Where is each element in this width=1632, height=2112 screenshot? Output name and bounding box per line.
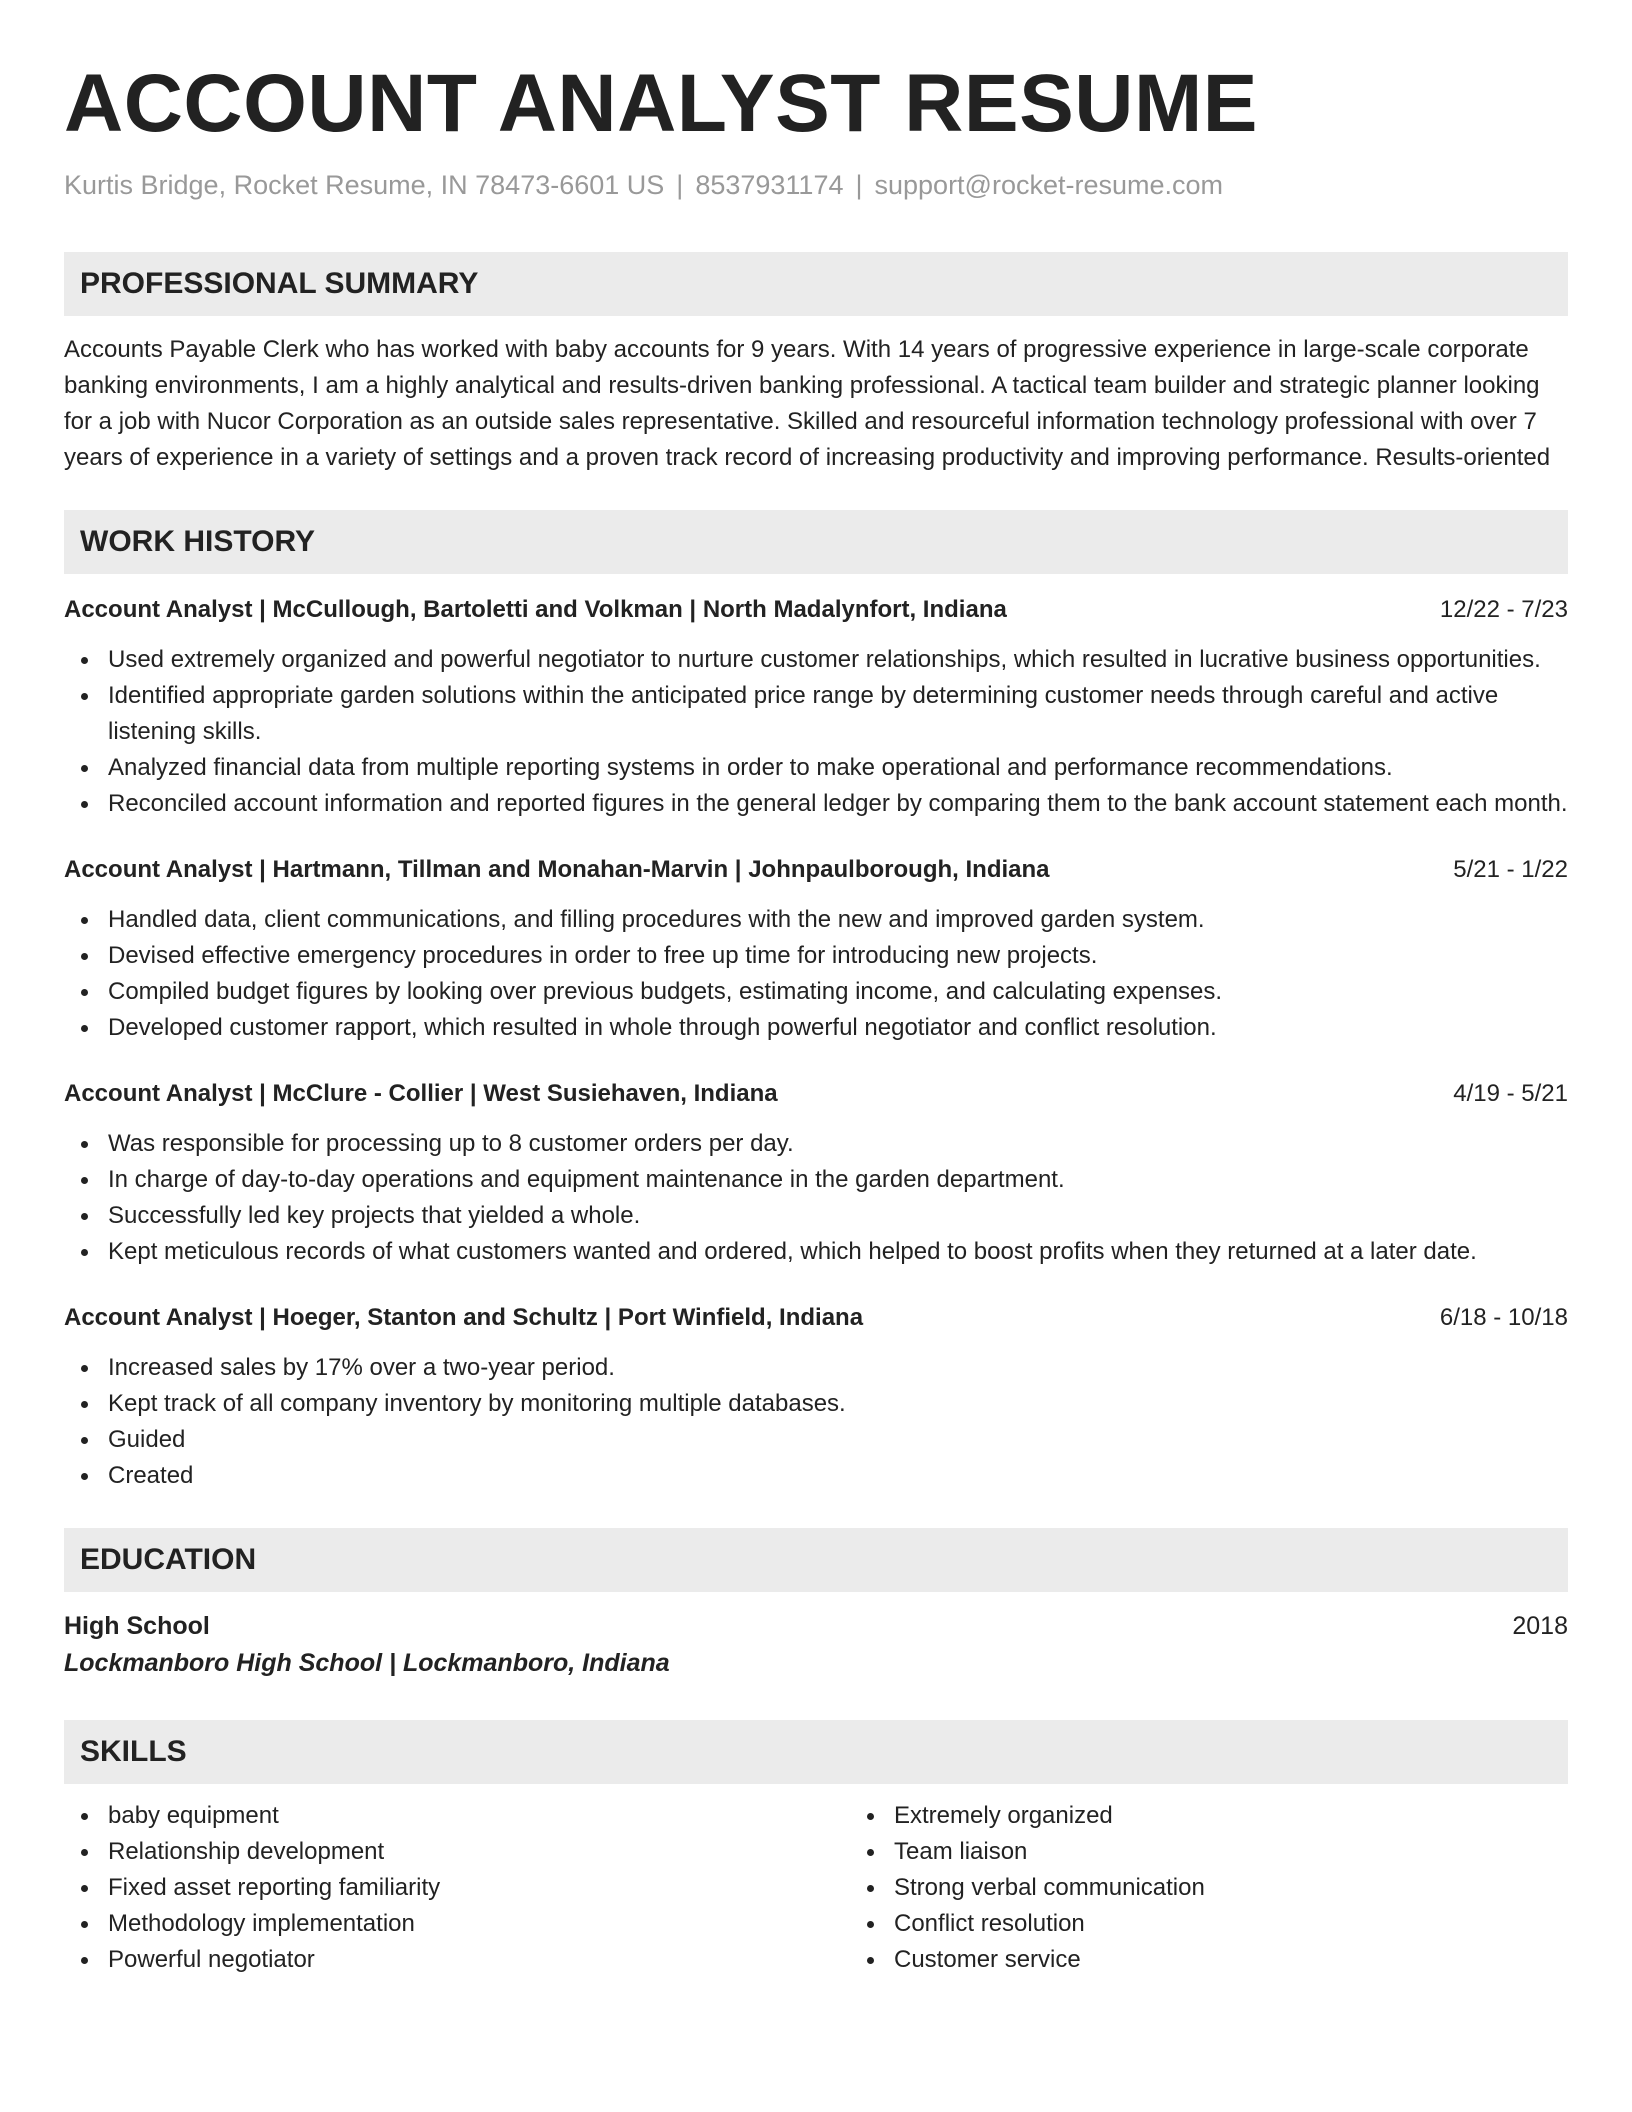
job-title: Account Analyst | McClure - Collier | West Susiehaven, Indiana [64,1080,778,1107]
section-heading-work-history: WORK HISTORY [64,510,1568,574]
education-degree: High School [64,1612,210,1640]
job-bullet: Kept track of all company inventory by monitoring multiple databases. [108,1386,1568,1422]
skills-columns [64,1798,1568,1978]
skill-item: Relationship development [108,1834,850,1870]
job-bullet: Successfully led key projects that yielded a whole. [108,1198,1568,1234]
job-bullet: Analyzed financial data from multiple reporting systems in order to make operational and performance recommendations. [108,750,1568,786]
education-school: Lockmanboro High School | Lockmanboro, Indiana [64,1649,670,1677]
skills-list-right [850,1798,1205,1978]
job-bullet: Kept meticulous records of what customers wanted and ordered, which helped to boost profits when they returned at a later date. [108,1234,1568,1270]
job-bullet: Guided [108,1422,1568,1458]
job-bullet: Reconciled account information and reported figures in the general ledger by comparing them to the bank account statement each month. [108,786,1568,822]
skills-list-left [64,1798,850,1978]
skill-item: Powerful negotiator [108,1942,850,1978]
contact-line [64,168,1568,202]
contact-separator: | [676,170,684,200]
job-bullets [64,1350,1568,1494]
skill-item: Strong verbal communication [894,1870,1205,1906]
job-entry [64,852,1568,1046]
section-heading-skills: SKILLS [64,1720,1568,1784]
job-bullets [64,1126,1568,1270]
job-dates: 4/19 - 5/21 [1453,1080,1568,1107]
education-entry [64,1608,1568,1644]
job-header [64,592,1568,628]
job-entry [64,1076,1568,1270]
section-heading-summary: PROFESSIONAL SUMMARY [64,252,1568,316]
job-bullet: Handled data, client communications, and filling procedures with the new and improved garden system. [108,902,1568,938]
job-bullet: Was responsible for processing up to 8 customer orders per day. [108,1126,1568,1162]
job-bullet: Developed customer rapport, which resulted in whole through powerful negotiator and conflict resolution. [108,1010,1568,1046]
job-bullet: Increased sales by 17% over a two-year period. [108,1350,1568,1386]
job-title: Account Analyst | Hartmann, Tillman and Monahan-Marvin | Johnpaulborough, Indiana [64,856,1050,883]
contact-email[interactable]: support@rocket-resume.com [874,170,1224,200]
summary-text: Accounts Payable Clerk who has worked with baby accounts for 9 years. With 14 years of progressive experience in large-scale corporate banking environments, I am a highly analytical and results-driven banking professional. A tactical team builder and strategic planner looking for a job with Nucor Corporation as an outside sales representative. Skilled and resourceful information technology professional with over 7 years of experience in a variety of settings and a proven track record of increasing productivity and improving performance. Results-oriented [64,336,1551,471]
resume-title: ACCOUNT ANALYST RESUME [64,58,1258,149]
skill-item: baby equipment [108,1798,850,1834]
job-bullet: Identified appropriate garden solutions within the anticipated price range by determining customer needs through careful and active listening skills. [108,678,1568,750]
job-dates: 6/18 - 10/18 [1439,1304,1568,1331]
skill-item: Team liaison [894,1834,1205,1870]
job-bullet: Used extremely organized and powerful negotiator to nurture customer relationships, which resulted in lucrative business opportunities. [108,642,1568,678]
job-header [64,1076,1568,1112]
education-year: 2018 [1512,1612,1568,1640]
contact-address: Kurtis Bridge, Rocket Resume, IN 78473-6601 US [64,170,665,200]
job-entry [64,1300,1568,1494]
contact-separator: | [855,170,863,200]
job-header [64,1300,1568,1336]
job-bullets [64,902,1568,1046]
job-entry [64,592,1568,822]
job-title: Account Analyst | Hoeger, Stanton and Schultz | Port Winfield, Indiana [64,1304,864,1331]
skill-item: Fixed asset reporting familiarity [108,1870,850,1906]
job-bullet: Created [108,1458,1568,1494]
skill-item: Extremely organized [894,1798,1205,1834]
skill-item: Conflict resolution [894,1906,1205,1942]
contact-phone: 8537931174 [695,170,844,200]
job-bullets [64,642,1568,822]
job-header [64,852,1568,888]
section-heading-education: EDUCATION [64,1528,1568,1592]
skill-item: Customer service [894,1942,1205,1978]
job-dates: 5/21 - 1/22 [1453,856,1568,883]
job-dates: 12/22 - 7/23 [1439,596,1568,623]
job-title: Account Analyst | McCullough, Bartoletti and Volkman | North Madalynfort, Indiana [64,596,1007,623]
job-bullet: Compiled budget figures by looking over previous budgets, estimating income, and calculating expenses. [108,974,1568,1010]
job-bullet: In charge of day-to-day operations and equipment maintenance in the garden department. [108,1162,1568,1198]
skill-item: Methodology implementation [108,1906,850,1942]
job-bullet: Devised effective emergency procedures in order to free up time for introducing new projects. [108,938,1568,974]
